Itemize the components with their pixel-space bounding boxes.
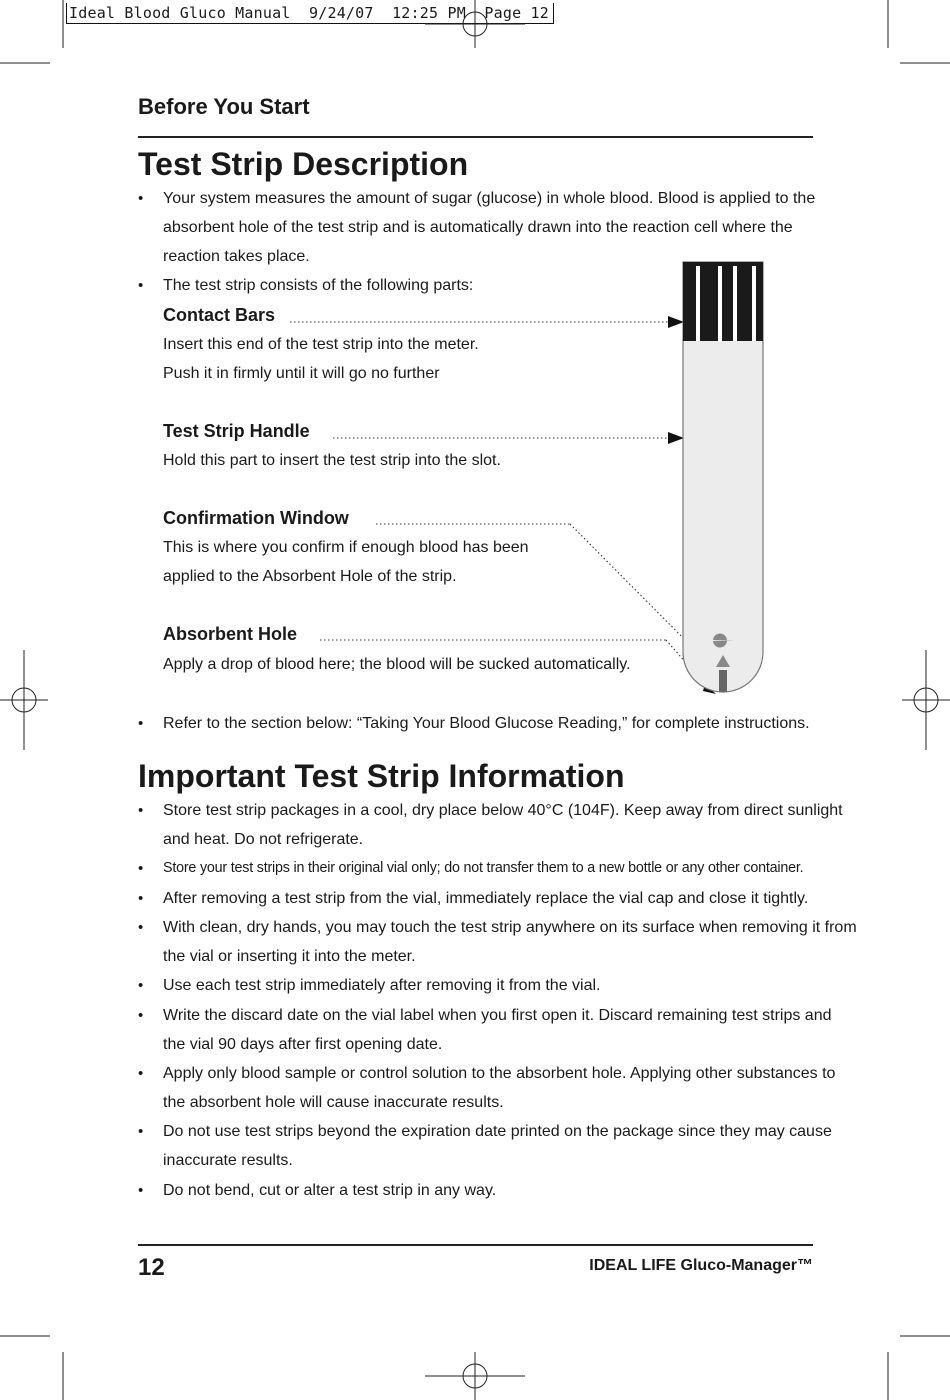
footer-rule — [138, 1244, 813, 1246]
contact-bars-desc: Push it in firmly until it will go no further — [163, 365, 440, 382]
window-desc: applied to the Absorbent Hole of the strip. — [163, 568, 457, 585]
info-text: Store test strip packages in a cool, dry place below 40°C (104F). Keep away from direct sunlight — [163, 802, 843, 819]
list-item — [138, 913, 857, 942]
info-text: Write the discard date on the vial label when you first open it. Discard remaining test strips and — [163, 1007, 832, 1024]
page-number: 12 — [138, 1254, 165, 1281]
info-text: After removing a test strip from the vial, immediately replace the vial cap and close it tightly. — [163, 890, 809, 907]
info-text-cont: the vial 90 days after first opening date. — [163, 1036, 443, 1053]
contact-bars-label: Contact Bars — [163, 305, 276, 325]
bullet: • — [138, 1065, 144, 1082]
intro-line-cont: reaction takes place. — [163, 248, 310, 265]
print-slug: Ideal Blood Gluco Manual 9/24/07 12:25 PM Page 12 — [66, 3, 554, 24]
info-text: Apply only blood sample or control solution to the absorbent hole. Applying other substances to — [163, 1065, 836, 1082]
list-item — [138, 1001, 832, 1030]
bullet: • — [138, 860, 144, 877]
handle-desc: Hold this part to insert the test strip into the slot. — [163, 452, 501, 469]
bullet: • — [138, 1123, 144, 1140]
info-text-cont: the vial or inserting it into the meter. — [163, 948, 416, 965]
bullet: • — [138, 1182, 144, 1199]
info-text-cont: the absorbent hole will cause inaccurate results. — [163, 1094, 504, 1111]
hole-label: Absorbent Hole — [163, 624, 298, 644]
section-header: Before You Start — [138, 94, 310, 119]
bullet: • — [138, 277, 144, 294]
bullet: • — [138, 890, 144, 907]
list-item — [138, 1176, 497, 1205]
absorbent-hole-shape — [719, 670, 727, 692]
footer-brand: IDEAL LIFE Gluco-Manager™ — [589, 1257, 813, 1274]
list-item — [138, 1059, 836, 1088]
page-title: Test Strip Description — [138, 146, 469, 182]
contact-bars-desc: Insert this end of the test strip into the meter. — [163, 336, 479, 353]
info-text: Do not use test strips beyond the expiration date printed on the package since they may cause — [163, 1123, 832, 1140]
info-text: Store your test strips in their original vial only; do not transfer them to a new bottle or any other container. — [163, 860, 804, 876]
leader-lines — [290, 322, 708, 688]
list-item — [138, 796, 843, 825]
intro-line: Your system measures the amount of sugar (glucose) in whole blood. Blood is applied to the — [163, 190, 816, 207]
bullet: • — [138, 1007, 144, 1024]
intro-line-cont: absorbent hole of the test strip and is automatically drawn into the reaction cell where the — [163, 219, 793, 236]
bullet: • — [138, 190, 144, 207]
info-text: With clean, dry hands, you may touch the test strip anywhere on its surface when removing it from — [163, 919, 857, 936]
info-text-cont: and heat. Do not refrigerate. — [163, 831, 364, 848]
window-desc: This is where you confirm if enough blood has been — [163, 539, 529, 556]
info-text: Use each test strip immediately after removing it from the vial. — [163, 977, 601, 994]
refer-text: Refer to the section below: “Taking Your Blood Glucose Reading,” for complete instructions. — [163, 715, 810, 732]
list-item — [138, 854, 804, 883]
info-text-cont: inaccurate results. — [163, 1152, 293, 1169]
bullet: • — [138, 715, 144, 732]
list-item — [138, 709, 810, 738]
section-title: Important Test Strip Information — [138, 758, 625, 794]
handle-label: Test Strip Handle — [163, 421, 310, 441]
list-item — [138, 884, 809, 913]
list-item — [138, 1117, 832, 1146]
window-label: Confirmation Window — [163, 508, 349, 528]
registration-mark-bottom — [425, 1352, 525, 1400]
bullet: • — [138, 919, 144, 936]
bullet: • — [138, 977, 144, 994]
info-text: Do not bend, cut or alter a test strip in any way. — [163, 1182, 497, 1199]
hole-desc: Apply a drop of blood here; the blood will be sucked automatically. — [163, 656, 631, 673]
bullet: • — [138, 802, 144, 819]
list-item — [138, 971, 601, 1000]
contact-bars-area — [683, 262, 763, 341]
parts-intro: The test strip consists of the following parts: — [163, 277, 474, 294]
